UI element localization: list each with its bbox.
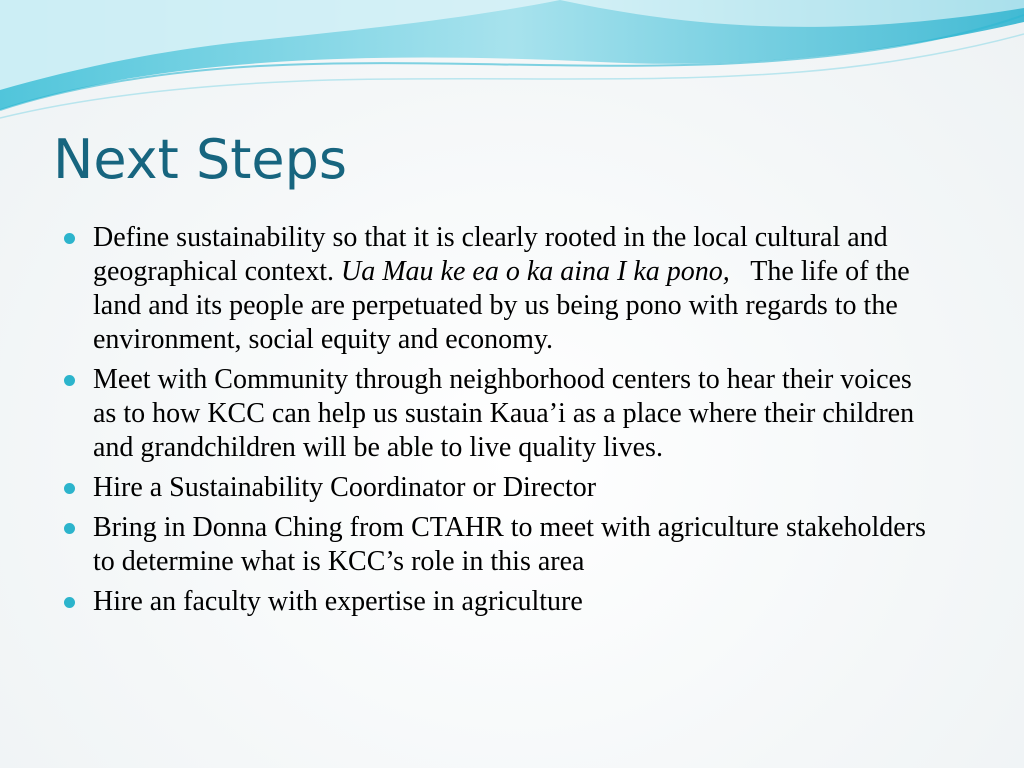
bullet-text: Define sustainability so that it is clearly rooted in the local cultural and geographical context.	[93, 222, 888, 287]
bullet-dot-icon	[64, 597, 75, 608]
header-wave-decoration	[0, 0, 1024, 130]
bullet-dot-icon	[64, 523, 75, 534]
bullet-text: Hire an faculty with expertise in agriculture	[93, 586, 583, 617]
bullet-text: Bring in Donna Ching from CTAHR to meet with agriculture stakeholders to determine what is KCC’s role in this area	[93, 512, 926, 577]
hawaiian-phrase: Ua Mau ke ea o ka aina I ka pono,	[341, 256, 730, 287]
bullet-item-hire-coordinator	[60, 471, 940, 505]
bullet-text-continued: The life of the land and its people are perpetuated by us being pono with regards to the environment, social equity and economy.	[93, 256, 917, 355]
bullet-text: Hire a Sustainability Coordinator or Director	[93, 472, 597, 503]
bullet-item-donna-ching	[60, 511, 940, 579]
bullet-dot-icon	[64, 483, 75, 494]
bullet-item-define-sustainability	[60, 221, 940, 357]
bullet-dot-icon	[64, 375, 75, 386]
bullet-item-meet-community	[60, 363, 940, 465]
bullet-item-hire-faculty	[60, 585, 940, 619]
bullet-text: Meet with Community through neighborhood centers to hear their voices as to how KCC can help us sustain Kaua’i as a place where their children and grandchildren will be able to live quality lives.	[93, 364, 915, 463]
bullet-dot-icon	[64, 233, 75, 244]
slide-title: Next Steps	[53, 128, 348, 191]
bullet-list	[60, 221, 940, 625]
